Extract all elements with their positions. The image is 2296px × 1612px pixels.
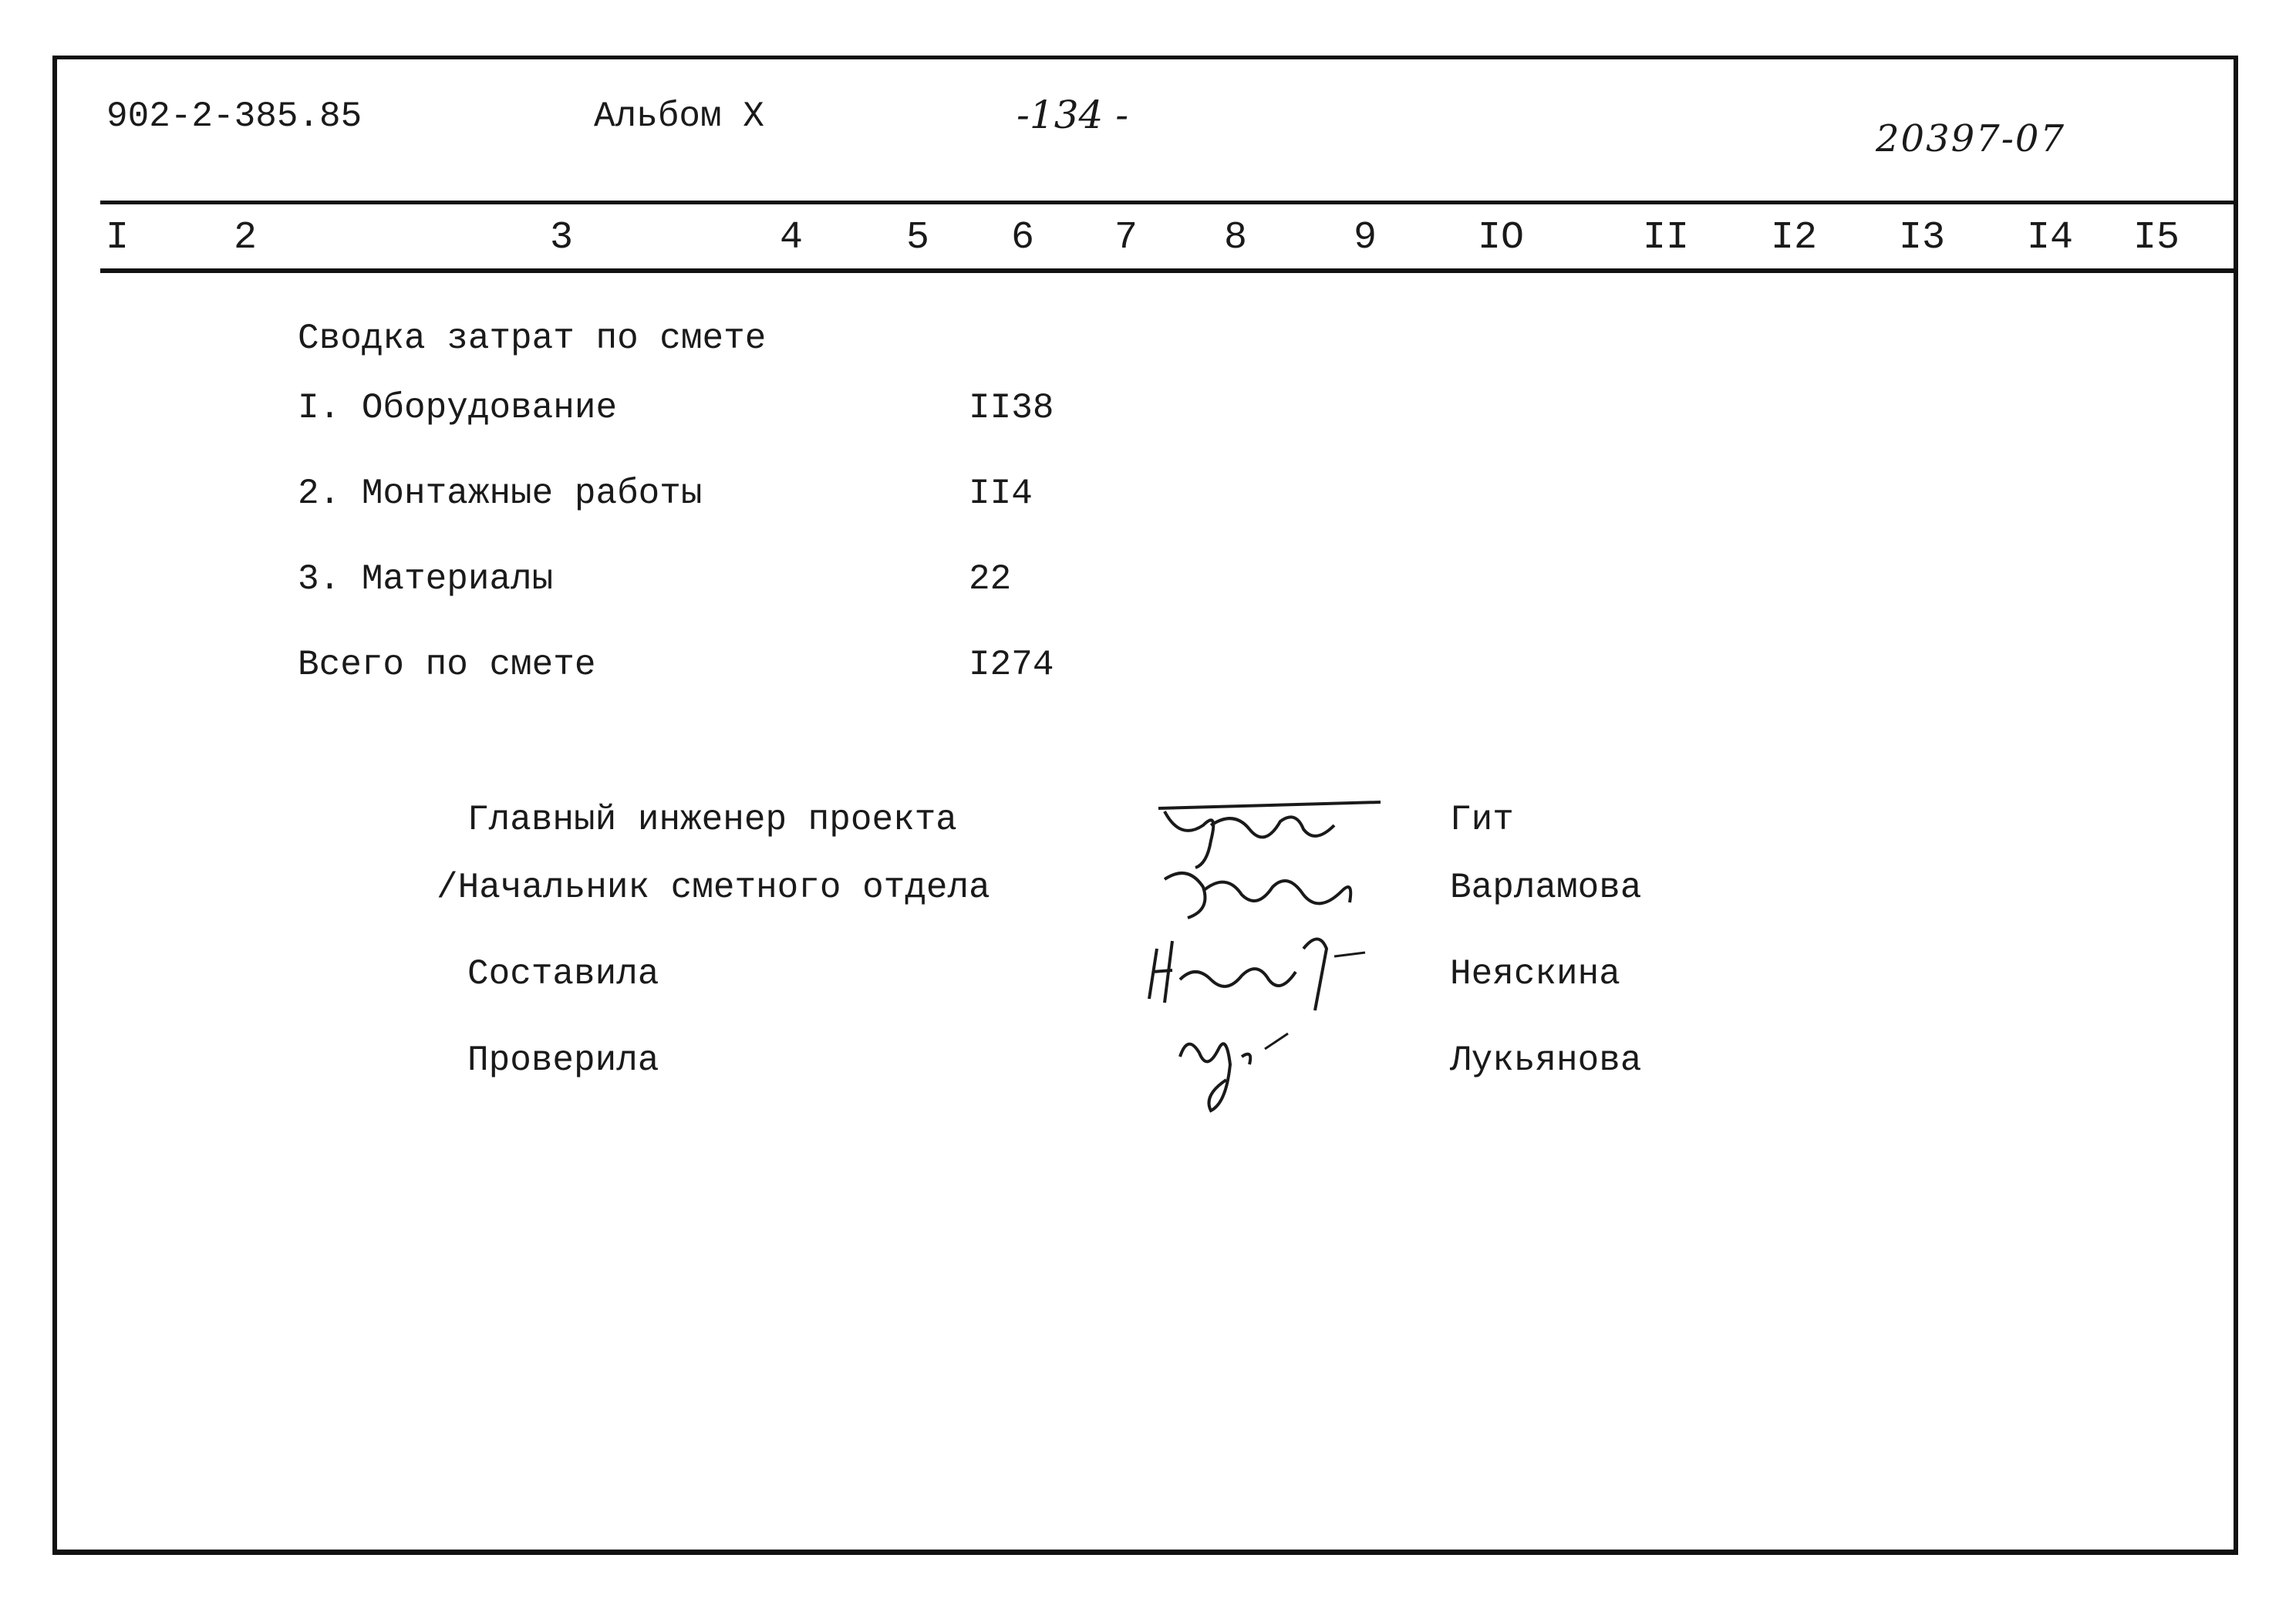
column-number: I5 (2132, 216, 2180, 260)
handwritten-signature (1141, 926, 1388, 1018)
signature-role: /Начальник сметного отдела (437, 868, 990, 908)
summary-row-value: 22 (969, 559, 1012, 599)
summary-row-label: 2. Монтажные работы (298, 474, 703, 514)
column-number: 9 (1353, 216, 1377, 260)
column-number: I (105, 216, 130, 260)
column-number: I3 (1898, 216, 1946, 260)
column-number: IO (1477, 216, 1525, 260)
signature-name: Неяскина (1450, 954, 1620, 994)
column-number: 6 (1010, 216, 1035, 260)
column-number: II (1642, 216, 1690, 260)
header-rule-top (100, 201, 2238, 204)
column-number: 8 (1223, 216, 1248, 260)
column-number: 4 (779, 216, 804, 260)
column-number: 3 (549, 216, 574, 260)
signature-role: Главный инженер проекта (467, 800, 957, 840)
page-frame (52, 56, 2238, 1555)
archive-number: 20397-07 (1876, 117, 2065, 160)
signature-name: Варламова (1450, 868, 1642, 908)
page-number: -134 - (1017, 93, 1129, 137)
summary-total-value: I274 (969, 645, 1054, 685)
signature-name: Гит (1450, 800, 1514, 840)
signature-name: Лукьянова (1450, 1040, 1642, 1081)
summary-row-value: II4 (969, 474, 1033, 514)
handwritten-signature (1165, 1018, 1319, 1118)
signature-role: Составила (467, 954, 659, 994)
column-number: 7 (1114, 216, 1138, 260)
column-number: 2 (233, 216, 258, 260)
album-label: Альбом X (594, 96, 764, 137)
summary-row-label: I. Оборудование (298, 388, 618, 428)
header-rule-bottom (100, 268, 2238, 273)
column-number: I2 (1770, 216, 1818, 260)
column-number: 5 (905, 216, 930, 260)
summary-total-label: Всего по смете (298, 645, 596, 685)
signature-role: Проверила (467, 1040, 659, 1081)
doc-code: 902-2-385.85 (106, 96, 362, 137)
summary-title: Сводка затрат по смете (298, 319, 767, 359)
column-number: I4 (2026, 216, 2074, 260)
handwritten-signature (1157, 856, 1373, 926)
summary-row-value: II38 (969, 388, 1054, 428)
summary-row-label: 3. Материалы (298, 559, 554, 599)
